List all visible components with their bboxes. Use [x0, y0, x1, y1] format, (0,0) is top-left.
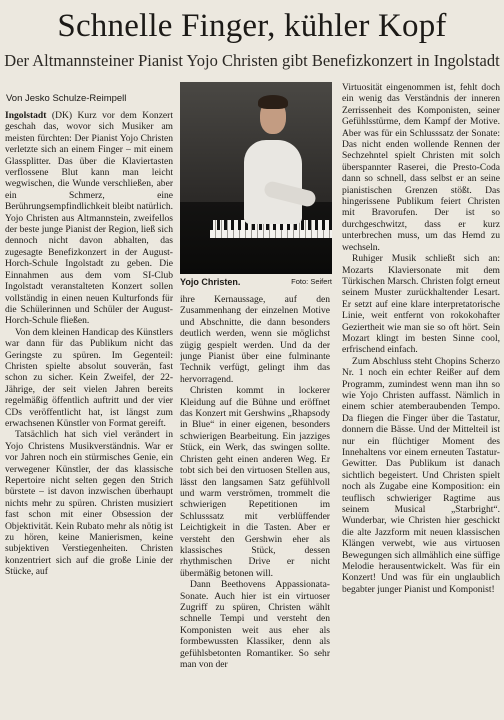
paragraph: Dann Beethovens Appassionata-Sonate. Auch hier ist ein virtuoser Zugriff zu spüren, Christen wählt schnelle Tempi und versteht den Komponisten weit aus eher als formbewussten Klassiker, denn als gefühlsbetonten Romantiker. So sehr man von der	[180, 579, 330, 670]
paragraph: Christen kommt in lockerer Kleidung auf die Bühne und eröffnet das Konzert mit Gershwins „Rhapsody in Blue“ in einer eigenen, besonders schwierigen Bearbeitung. Ein jazziges Stück, ein Werk, das swingen sollte. Christen geht einen anderen Weg. Er tobt sich bei den virtuosen Stellen aus, lässt den langsamen Satz gefühlvoll und warm verströmen, trommelt die schwierigen Repetitionen im Schlusssatz mit verblüffender Leichtigkeit in die Tasten. Aber er versteht den Gershwin eher als klassisches Stück, dessen rhythmischen Drive er nicht übermäßig betonen will.	[180, 385, 330, 579]
headline: Schnelle Finger, kühler Kopf	[57, 8, 447, 44]
paragraph: Von dem kleinen Handicap des Künstlers war dann für das Publikum nicht das Geringste zu spüren. Im Gegenteil: Christen spielte absolut souverän, fast schon zu sicher. Kein Zweifel, der 22-Jährige, der seit vielen Jahren bereits regelmäßig öffentlich auftritt und der vier CDs veröffentlicht hat, ist längst zum erwachsenen Künstler von Format gereift.	[5, 326, 173, 429]
pianist-photo	[180, 82, 332, 274]
article-column-1	[5, 110, 173, 720]
paragraph: ihre Kernaussage, auf den Zusammenhang der einzelnen Motive und Abschnitte, die dann besonders deutlich werden, wenn sie möglichst zügig gespielt werden. Und da der junge Pianist über eine fulminante Technik verfügt, gelingt ihm das hervorragend.	[180, 294, 330, 385]
paragraph: Zum Abschluss steht Chopins Scherzo Nr. 1 noch ein echter Reißer auf dem Programm, zumindest wenn man ihn so wie Yojo Christen auffasst. Nämlich in einem schier atemberaubenden Tempo. Da fliegen die Finger über die Tastatur, donnern die Bässe. Und der Mittelteil ist nur ein flüchtiger Moment des Innehaltens vor einem erneuten Tastatur-Gewitter. Das Publikum ist danach sichtlich begeistert. Und Christen spielt noch als Zugabe eine Komposition: ein teuflisch schwieriger Ragtime aus seinem Musical „Starbright“. Wunderbar, wie Christen hier geschickt die alte Jazzform mit neuen klassischen Klängen verwebt, wie aus virtuosen Bewegungen sich allmählich eine süffige Melodie herausentwickelt. Was für ein Konzert! Und was für ein unglaublich begabter junger Pianist und Komponist!	[342, 355, 500, 595]
subheadline: Der Altmannsteiner Pianist Yojo Christen gibt Benefizkonzert in Ingolstadt	[4, 51, 500, 70]
dateline: Ingolstadt	[5, 110, 47, 121]
photo-caption	[180, 276, 332, 288]
paragraph: Virtuosität eingenommen ist, fehlt doch ein wenig das Verständnis der inneren Zerrissenheit des Komponisten, seiner Gefühlsstürme, dem Kampf der Motive. Aber was für ein Schlusssatz der Sonate: Das nicht enden wollende Rennen der Sechzehntel spielt Christen mit solch überspannter Raserei, die Presto-Coda dann so schnell, dass selbst er an seine pianistischen Grenzen stößt. Das hingerissene Publikum feiert Christen mit Bravorufen. Der ist so durchgeschwitzt, dass er kurz unterbrechen muss, um das Hemd zu wechseln.	[342, 82, 500, 253]
caption-name: Yojo Christen.	[180, 277, 241, 287]
article-column-3	[342, 82, 500, 720]
paragraph: Ruhiger Musik schließt sich an: Mozarts Klaviersonate mit dem Türkischen Marsch. Christen folgt erneut seinem Muster zurückhaltender Lesart. Er setzt auf eine klare interpretatorische Linie, weit entfernt von rokokohafter Geziertheit wie man sie so oft hört. Sein Mozart klingt im besten Sinne cool, erfrischend einfach.	[342, 253, 500, 356]
paragraph: Tatsächlich hat sich viel verändert in Yojo Christens Musikverständnis. War er vor Jahren noch ein stürmisches Genie, ein verwegener Künstler, der das klassische Repertoire nicht selten gegen den Strich bürstete – ist davon inzwischen überhaupt nichts mehr zu spüren. Christen musiziert fast schon mit einer Obsession der Objektivität. Kein Rubato mehr als nötig ist zu hören, keine Manierismen, keine subjektiven Verstiegenheiten. Christen konzentriert sich auf die große Linie der Stücke, auf	[5, 429, 173, 578]
article-column-2	[180, 294, 330, 720]
byline: Von Jesko Schulze-Reimpell	[6, 93, 127, 104]
lead-paragraph	[5, 110, 173, 327]
photo-credit: Foto: Seifert	[291, 277, 332, 286]
lead-text: (DK) Kurz vor dem Konzert geschah das, wovor sich Musiker am meisten fürchten: Der Pianist Yojo Christen verletzte sich an einem Finger – mit einem Glassplitter. Das über die Klaviertasten verflossene Blut kann man leicht wegwischen, die Wunde verschließen, aber ein Schmerz, eine Berührungsempfindlichkeit bleibt natürlich. Yojo Christen aus Altmannstein, zweifellos der beste junge Pianist der Region, ließ sich dennoch nicht davon abhalten, das zugesagte Benefizkonzert in der August-Horch-Schule Ingolstadt zu geben. Die Einnahmen aus dem vom SI-Club Ingolstadt veranstalteten Konzert sollen vollständig in einen neuen Kulturfonds für die Schülerinnen und Schüler der August-Horch-Schule fließen.	[5, 110, 173, 327]
